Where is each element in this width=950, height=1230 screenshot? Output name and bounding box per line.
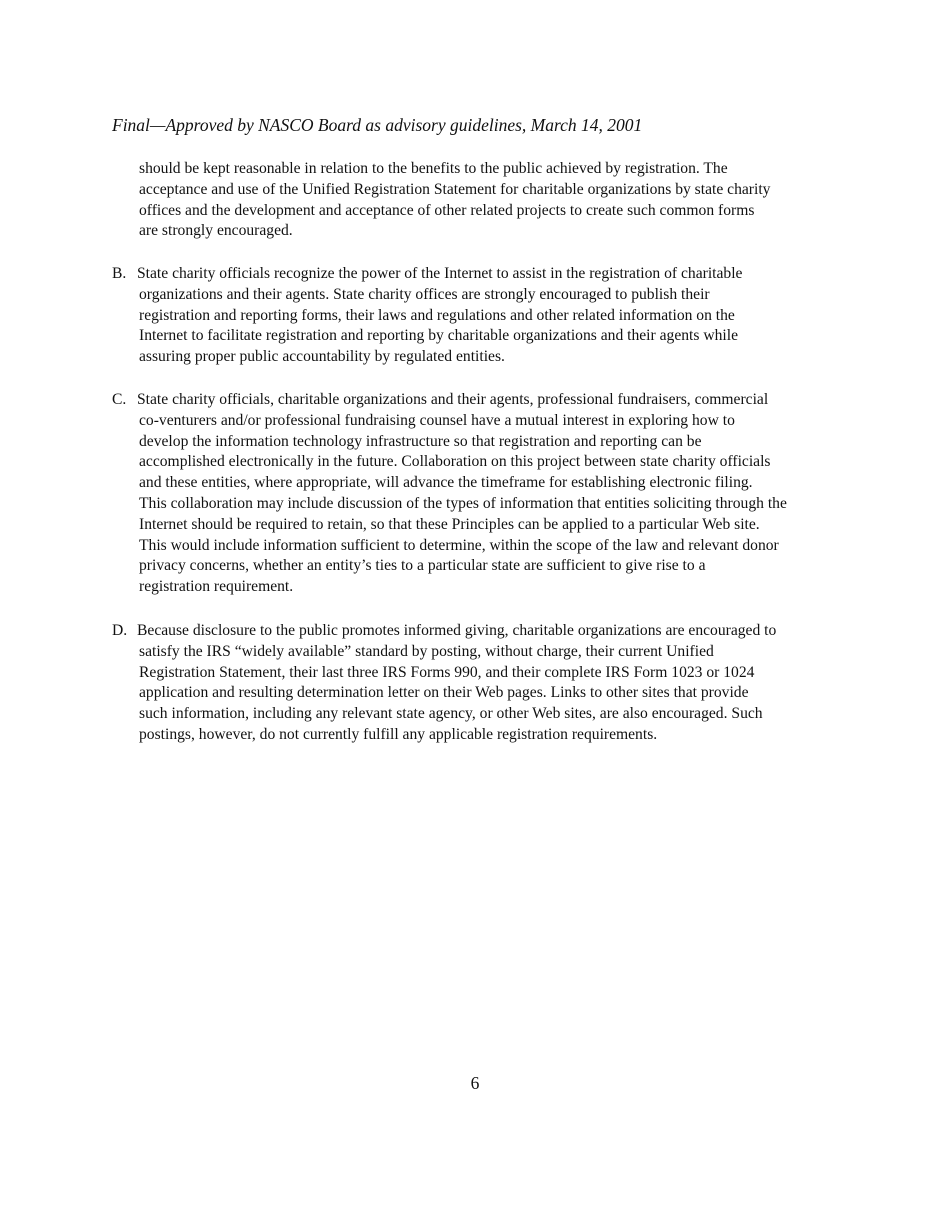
list-item-body: organizations and their agents. State charity offices are strongly encouraged to publish their registration and reporting forms, their laws and regulations and other related information on the Internet to facilitate registration and reporting by charitable organizations and their agents while assuring proper public accountability by regulated entities. <box>139 285 738 366</box>
page-header: Final—Approved by NASCO Board as advisory guidelines, March 14, 2001 <box>112 115 643 135</box>
list-marker: C. <box>112 391 127 408</box>
page-number: 6 <box>470 1073 480 1093</box>
list-item-first-line: State charity officials recognize the power of the Internet to assist in the registration of charitable <box>137 265 743 282</box>
continued-paragraph: should be kept reasonable in relation to the benefits to the public achieved by registration. The acceptance and use of the Unified Registration Statement for charitable organizations by state charity offices and the development and acceptance of other related projects to create such common forms are strongly encouraged. <box>139 160 771 240</box>
list-marker: D. <box>112 622 128 639</box>
list-item-first-line: State charity officials, charitable organizations and their agents, professional fundraisers, commercial <box>137 391 769 408</box>
list-marker: B. <box>112 265 127 282</box>
list-item-first-line: Because disclosure to the public promotes informed giving, charitable organizations are encouraged to <box>137 622 777 639</box>
list-item-body: satisfy the IRS “widely available” standard by posting, without charge, their current Unified Registration Statement, their last three IRS Forms 990, and their complete IRS Form 1023 or 1024 application and resulting determination letter on their Web pages. Links to other sites that provide such information, including any relevant state agency, or other Web sites, are also encouraged. Such postings, however, do not currently fulfill any applicable registration requirements. <box>139 642 763 743</box>
list-item-body: co-venturers and/or professional fundraising counsel have a mutual interest in exploring how to develop the information technology infrastructure so that registration and reporting can be accomplished electronically in the future. Collaboration on this project between state charity officials and these entities, where appropriate, will advance the timeframe for establishing electronic filing. This collaboration may include discussion of the types of information that entities soliciting through the Internet should be required to retain, so that these Principles can be applied to a particular Web site. This would include information sufficient to determine, within the scope of the law and relevant donor privacy concerns, whether an entity’s ties to a particular state are sufficient to give rise to a registration requirement. <box>139 411 787 596</box>
